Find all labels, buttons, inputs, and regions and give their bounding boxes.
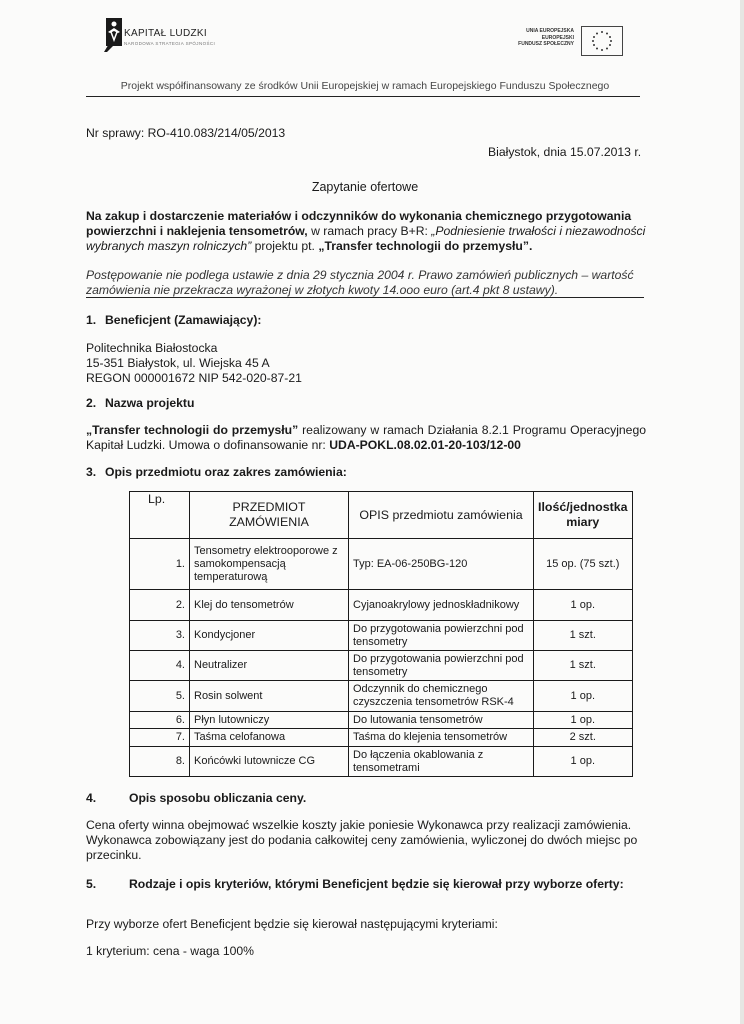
table-cell-desc: Odczynnik do chemicznego czyszczenia tensometrów RSK-4 — [349, 681, 534, 712]
section-1-heading — [86, 313, 261, 328]
table-cell-lp: 2. — [130, 590, 190, 621]
cofinance-note: Projekt współfinansowany ze środków Unii Europejskiej w ramach Europejskiego Funduszu Społecznego — [120, 80, 610, 92]
case-number: Nr sprawy: RO-410.083/214/05/2013 — [86, 126, 286, 140]
section-title: Opis sposobu obliczania ceny. — [129, 791, 307, 805]
section-number: 3. — [86, 465, 97, 479]
table-cell-item: Kondycjoner — [190, 621, 349, 651]
scan-edge — [740, 0, 744, 1024]
eu-flag-icon — [581, 26, 623, 56]
beneficiary-address — [86, 341, 302, 386]
table-header-row — [130, 492, 633, 539]
table-cell-desc: Do przygotowania powierzchni pod tensometry — [349, 651, 534, 681]
table-cell-lp: 4. — [130, 651, 190, 681]
section-4-heading — [86, 791, 306, 806]
intro-paragraph — [86, 209, 646, 254]
table-cell-lp: 5. — [130, 681, 190, 712]
table-cell-desc: Typ: EA-06-250BG-120 — [349, 539, 534, 590]
table-cell-item: Płyn lutowniczy — [190, 712, 349, 729]
intro-text: projektu pt. — [251, 239, 319, 253]
criteria-intro: Przy wyborze ofert Beneficjent będzie się kierował następującymi kryteriami: — [86, 917, 498, 931]
table-cell-lp: 3. — [130, 621, 190, 651]
address-line: REGON 000001672 NIP 542-020-87-21 — [86, 371, 302, 385]
intro-text: w ramach pracy B+R: — [307, 224, 432, 238]
page-title: Zapytanie ofertowe — [311, 180, 419, 194]
table-cell-lp: 8. — [130, 747, 190, 777]
project-name: „Transfer technologii do przemysłu” — [86, 423, 299, 437]
table-cell-lp: 7. — [130, 729, 190, 747]
section-number: 5. — [86, 877, 97, 891]
table-cell-desc: Do przygotowania powierzchni pod tensometry — [349, 621, 534, 651]
section-title: Nazwa projektu — [105, 396, 195, 410]
legal-notice: Postępowanie nie podlega ustawie z dnia 29 stycznia 2004 r. Prawo zamówień publicznych – wartość zamówienia nie przekracza wyrażonej w złotych kwoty 14.ooo euro (art.4 pkt 8 ustawy). — [86, 268, 634, 297]
table-header-cell: Lp. — [130, 492, 190, 539]
section-title: Rodzaje i opis kryteriów, którymi Beneficjent będzie się kierował przy wyborze oferty: — [129, 877, 624, 891]
table-cell-item: Klej do tensometrów — [190, 590, 349, 621]
table-row — [130, 621, 633, 651]
section-5-heading — [86, 877, 624, 892]
price-calculation-text: Cena oferty winna obejmować wszelkie koszty jakie poniesie Wykonawca przy realizacji zamówienia. Wykonawca zobowiązany jest do podania całkowitej ceny zamówienia, wyliczonej do dwóch miejsc po przecinku. — [86, 818, 638, 862]
criteria-item: 1 kryterium: cena - waga 100% — [86, 944, 254, 958]
section-number: 2. — [86, 396, 97, 410]
table-cell-item: Taśma celofanowa — [190, 729, 349, 747]
table-cell-item: Neutralizer — [190, 651, 349, 681]
table-cell-qty: 1 szt. — [534, 651, 633, 681]
intro-bold: Na zakup i dostarczenie materiałów i odczynników do wykonania chemicznego przygotowania powierzchni i naklejenia tensometrów, — [86, 209, 632, 238]
table-cell-lp: 6. — [130, 712, 190, 729]
section-title: Beneficjent (Zamawiający): — [105, 313, 262, 327]
eu-label — [480, 28, 574, 48]
table-row — [130, 590, 633, 621]
table-row — [130, 681, 633, 712]
table-cell-item: Tensometry elektrooporowe z samokompensacją temperaturową — [190, 539, 349, 590]
table-cell-qty: 1 op. — [534, 590, 633, 621]
intro-italic: „Podniesienie trwałości i niezawodności wybranych maszyn rolniczych” — [86, 224, 646, 253]
project-text: realizowany w ramach Działania 8.2.1 Programu Operacyjnego Kapitał Ludzki. Umowa o dofinansowanie nr: — [86, 423, 647, 452]
program-name: KAPITAŁ LUDZKI — [124, 28, 207, 39]
place-date: Białystok, dnia 15.07.2013 r. — [488, 145, 642, 159]
table-row — [130, 729, 633, 747]
table-cell-item: Końcówki lutownicze CG — [190, 747, 349, 777]
program-subtitle: NARODOWA STRATEGIA SPÓJNOŚCI — [124, 41, 216, 46]
section-2-heading — [86, 396, 194, 411]
table-cell-qty: 1 op. — [534, 681, 633, 712]
notice-divider — [86, 297, 644, 298]
order-table — [129, 491, 633, 777]
table-cell-lp: 1. — [130, 539, 190, 590]
section-number: 1. — [86, 313, 97, 327]
header-divider — [86, 96, 640, 97]
table-header-cell: PRZEDMIOT ZAMÓWIENIA — [190, 492, 349, 539]
section-title: Opis przedmiotu oraz zakres zamówienia: — [105, 465, 347, 479]
section-number: 4. — [86, 791, 97, 805]
eu-label-line: UNIA EUROPEJSKA — [526, 28, 574, 34]
eu-label-line: FUNDUSZ SPOŁECZNY — [518, 41, 574, 47]
kapital-ludzki-logo-icon — [104, 18, 122, 52]
table-cell-desc: Taśma do klejenia tensometrów — [349, 729, 534, 747]
table-row — [130, 539, 633, 590]
project-description — [86, 423, 646, 453]
eu-label-line: EUROPEJSKI — [541, 34, 574, 41]
table-header-cell: Ilość/jednostka miary — [534, 492, 633, 539]
table-cell-qty: 15 op. (75 szt.) — [534, 539, 633, 590]
table-cell-qty: 2 szt. — [534, 729, 633, 747]
table-row — [130, 747, 633, 777]
table-header-cell: OPIS przedmiotu zamówienia — [349, 492, 534, 539]
table-cell-desc: Do łączenia okablowania z tensometrami — [349, 747, 534, 777]
table-cell-qty: 1 op. — [534, 747, 633, 777]
table-cell-desc: Cyjanoakrylowy jednoskładnikowy — [349, 590, 534, 621]
table-cell-qty: 1 szt. — [534, 621, 633, 651]
section-3-heading — [86, 465, 347, 480]
intro-project-name: „Transfer technologii do przemysłu”. — [318, 239, 533, 253]
table-cell-desc: Do lutowania tensometrów — [349, 712, 534, 729]
address-line: 15-351 Białystok, ul. Wiejska 45 A — [86, 356, 270, 370]
table-row — [130, 712, 633, 729]
address-line: Politechnika Białostocka — [86, 341, 218, 355]
table-row — [130, 651, 633, 681]
table-cell-item: Rosin solwent — [190, 681, 349, 712]
table-cell-qty: 1 op. — [534, 712, 633, 729]
agreement-number: UDA-POKL.08.02.01-20-103/12-00 — [329, 438, 521, 452]
